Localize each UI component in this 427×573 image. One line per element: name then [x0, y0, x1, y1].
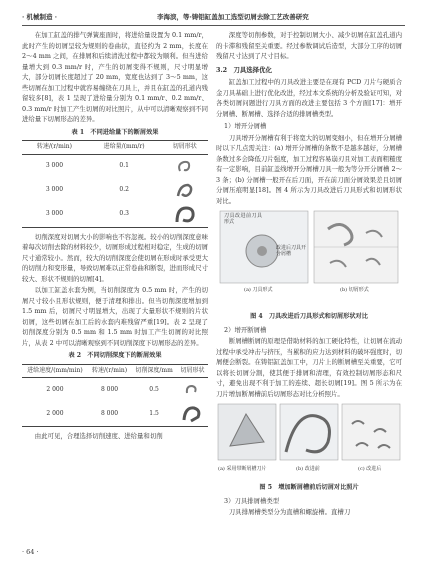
- paragraph: 刀具增开分屑槽有利于将宽大的切屑变细小，但在增开分屑槽时以下几点需关注：(a) 增开分屑槽的条数不是越多越好，分屑槽条数过多会降低刀片强度，加工过程容易崩刃且对加工表面粗糙度有一定影响，目前缸盖线增开分屑槽刀具一般为等分开分屑槽 2～3 条；(b) 分屑槽一般开在后刀面，开在前刀面分屑效果差且切屑分屑压痕明显[18]。图 4 所示为刀具改进后刀具形式和切屑形状对比。: [216, 133, 402, 205]
- table-cell: 2 000: [22, 402, 88, 427]
- table1: [22, 140, 208, 228]
- table1-caption: 表 1 不同进给量下的断屑效果: [71, 128, 159, 136]
- right-column: [216, 30, 402, 519]
- chip-photo: [161, 179, 208, 203]
- chip-photo: [161, 203, 208, 228]
- table-cell: 1.5: [131, 402, 177, 427]
- paragraph: 刀具排屑槽类型分为直槽和螺旋槽。直槽刀: [228, 508, 351, 516]
- figure-5-caption: 图 5 增加断屑槽前后切屑对比照片: [259, 484, 359, 491]
- header-section: · 机械制造 ·: [22, 13, 58, 21]
- chip-photo: [177, 378, 208, 403]
- table-cell: 8 000: [88, 402, 131, 427]
- running-header: [22, 10, 405, 24]
- table-cell: 0.1: [119, 162, 129, 170]
- table-row: [22, 154, 208, 179]
- table1-header: 转速/(r/min): [22, 141, 87, 155]
- table-cell: 3 000: [45, 186, 64, 194]
- figure-label: 改进后刀具开分屑槽: [276, 245, 307, 257]
- paragraph: 由此可见，合理选择切削速度、进给量和切削: [34, 432, 163, 440]
- paragraph: 在加工缸盖的排气弹簧座面时，将进给量设置为 0.1 mm/r，此时产生的切屑呈较为规则的卷曲状，直径约为 2 mm，长度在 2～4 mm 之间，在排屑和后续清洗过程中都较为顺利。但当进给量增大到 0.3 mm/r 时，产生的切屑变得不规则，尺寸明显增大，部分切屑长度超过了 20 mm，宽度也达到了 3～5 mm，这些切屑在加工过程中就容易缠绕在刀具上，并且在缸盖的孔道内残留较多[8]，表 1 呈现了进给量分别为 0.1 mm/r、0.2 mm/r、0.3 mm/r 时加工产生切屑的对比照片，从中可以清晰观察到不同进给量下切屑形态的差异。: [22, 31, 208, 123]
- subfigure-label: (b) 改进前: [296, 466, 320, 472]
- table2: [22, 364, 208, 428]
- table2-header: 进给速度/(mm/min): [22, 364, 88, 378]
- table1-header: 切屑形状: [161, 141, 208, 155]
- chip-photo: [161, 154, 208, 179]
- header-rule: [22, 25, 405, 26]
- section-heading: 3.2 刀具选择优化: [216, 65, 272, 74]
- table-cell: 0.5: [149, 385, 159, 393]
- figure-label: 刀具改进前刀具形式: [224, 213, 262, 225]
- table-row: [22, 378, 208, 403]
- subsection-heading: 1）增开分屑槽: [224, 122, 267, 130]
- subsection-heading: 3）刀具排屑槽类型: [224, 496, 280, 505]
- table2-header: 切削深度/mm: [131, 364, 177, 378]
- table-cell: 3 000: [45, 162, 64, 170]
- chip-photo: [177, 402, 208, 427]
- table-cell: 3 000: [22, 203, 87, 228]
- paragraph: 断屑槽断屑的原理是借助材料的加工硬化特性，让切屑在流动过程中承受冲击与挤压，当累积的应力达到材料的破坏强度时，切屑便会断裂。在铸铝缸盖加工中，刀片上的断屑槽至关重要，它可以将长切屑分割，使其便于排屑和清理，有效控制切屑形态和尺寸，避免出现不利于加工的连续、超长切屑[19]。图 5 所示为在刀片增加断屑槽前后切屑形态对比分析照片。: [216, 337, 402, 398]
- table2-header: 切屑形状: [177, 364, 208, 378]
- table-row: [22, 203, 208, 228]
- table1-header: 进给量/(mm/r): [87, 141, 162, 155]
- table-row: [22, 179, 208, 203]
- paragraph: 切削深度对切屑大小的影响也不容忽视。较小的切削深度意味着每次切削去除的材料较少，切屑形成过程相对稳定，生成的切屑尺寸通常较小。然而，较大的切削深度会使切屑在形成时承受更大的切削力和变形量，导致切屑难以正常卷曲和断裂，进而形成尺寸较大、形状不规则的切屑[4]。: [22, 232, 208, 283]
- table-cell: 0.3: [87, 203, 162, 228]
- table2-header: 转速/(r/min): [88, 364, 131, 378]
- subfigure-label: (a) 采用带断屑槽刀片: [218, 466, 267, 472]
- paragraph: 缸盖加工过程中的刀具改进主要是在现有 PCD 刀片与硬质合金刀具基础上进行优化改进，经过本文系统的分析及验证可知，对各类切屑问题进行刀具方面的改进主要包括 3 个方面[17]：增开分屑槽、断屑槽、选择合适的排屑槽类型。: [216, 78, 402, 118]
- table-cell: 0.2: [119, 186, 129, 194]
- figure-4-caption: 图 4 刀具改进后刀具形式和切屑形状对比: [250, 313, 368, 320]
- header-title: 李海滨，等·铸铝缸盖加工选型切屑去除工艺改善研究: [157, 13, 309, 21]
- subfigure-label: (a) 刀具形式: [244, 287, 273, 293]
- table-cell: 2 000: [46, 385, 64, 393]
- subfigure-label: (b) 切屑形式: [340, 287, 369, 293]
- left-column: [22, 30, 208, 443]
- paragraph: 以加工缸盖水套为例，当切削深度为 0.5 mm 时，产生的切屑尺寸较小且形状规则，便于清理和排出。但当切削深度增加到 1.5 mm 后，切屑尺寸明显增大，出现了大量形状不规则的片状切屑，这些切屑在加工后的水套内难残留严重[19]。表 2 呈现了切削深度分别为 0.5 mm 和 1.5 mm 时加工产生切屑的对比照片，从表 2 中可以清晰观察到不同切削深度下切屑形态的差异。: [22, 286, 208, 347]
- figure-5: [216, 402, 402, 480]
- page-number: · 64 ·: [22, 548, 39, 556]
- figure-4: [216, 209, 402, 309]
- subfigure-label: (c) 改进后: [358, 466, 382, 472]
- table-row: [22, 402, 208, 427]
- paragraph: 深度等切削参数，对于控制切屑大小、减少切屑在缸盖孔道内的卡滞和残留至关重要。经过参数调试后造型，大部分工序的切屑残留尺寸达到了尺寸目标。: [216, 31, 402, 60]
- figure-5-image: [216, 402, 402, 462]
- subsection-heading: 2）增开断屑槽: [224, 325, 267, 334]
- table-cell: 8 000: [100, 385, 119, 393]
- table2-caption: 表 2 不同切削深度下的断屑效果: [68, 352, 162, 359]
